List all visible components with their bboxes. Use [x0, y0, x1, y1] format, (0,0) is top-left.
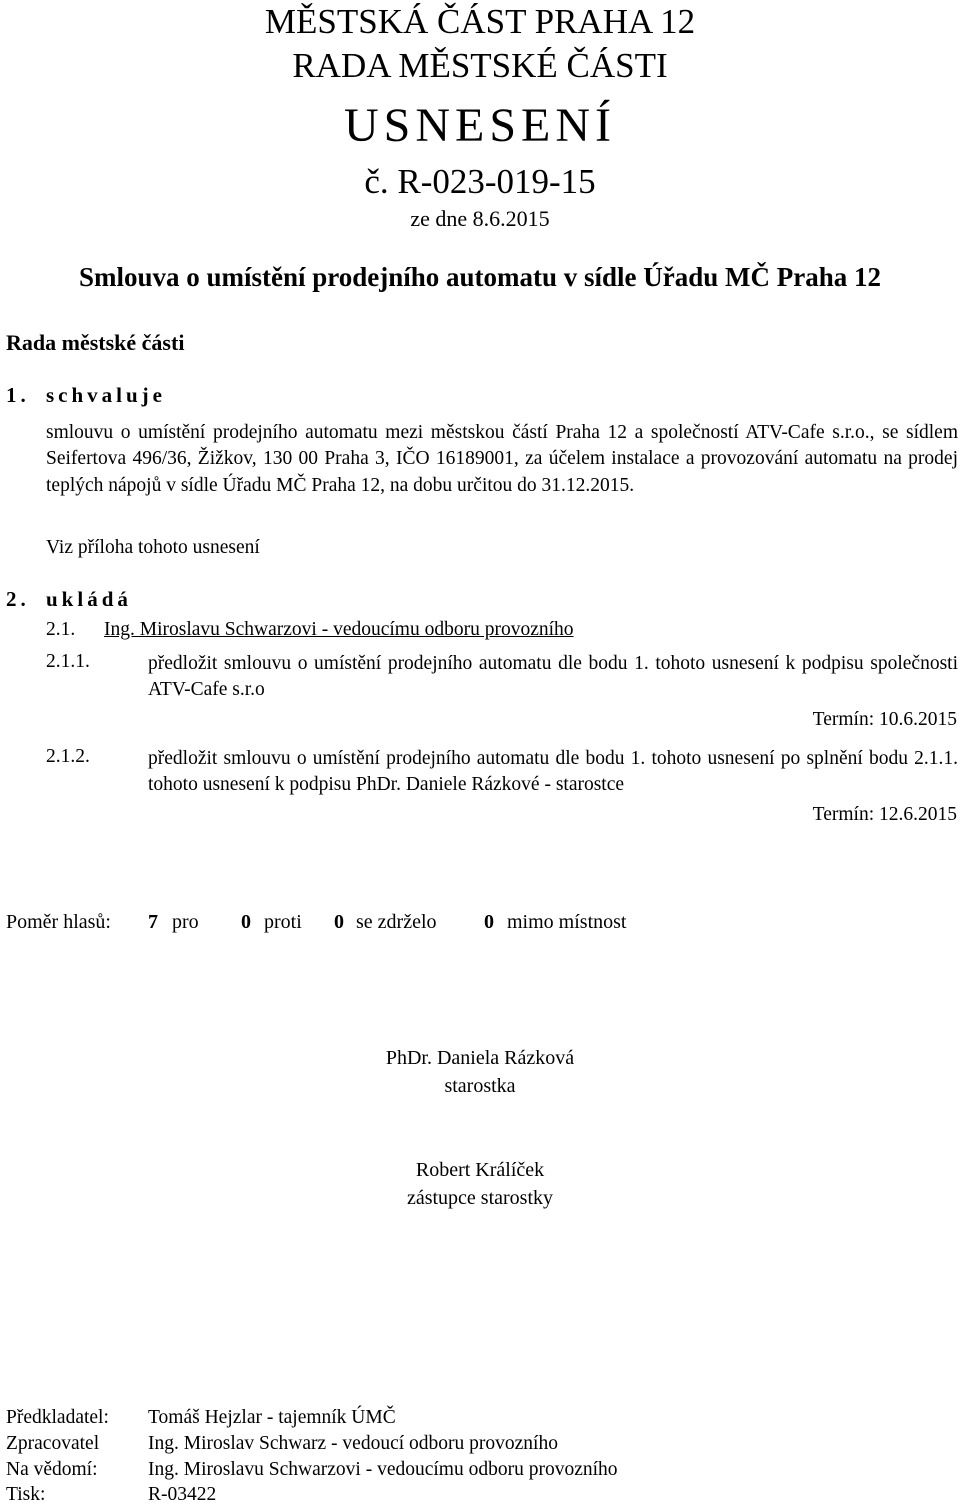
footer-processor-value: Ing. Miroslav Schwarz - vedoucí odboru provozního — [148, 1433, 558, 1454]
footer-submitter-value: Tomáš Hejzlar - tajemník ÚMČ — [148, 1407, 396, 1428]
section-1-number: 1. — [6, 383, 30, 407]
vote-against-label: proti — [264, 911, 302, 933]
section-1-attachment: Viz příloha tohoto usnesení — [46, 537, 260, 558]
signature-1-name: PhDr. Daniela Rázková — [385, 1047, 575, 1069]
subsection-addressee: Ing. Miroslavu Schwarzovi - vedoucímu odboru provozního — [104, 619, 574, 640]
section-2-verb: ukládá — [46, 587, 132, 611]
vote-label: Poměr hlasů: — [6, 911, 111, 933]
footer-notified-label: Na vědomí: — [6, 1459, 98, 1480]
signature-1-role: starostka — [444, 1075, 516, 1097]
header-municipality: MĚSTSKÁ ČÁST PRAHA 12 — [264, 2, 696, 41]
footer-submitter-label: Předkladatel: — [6, 1407, 109, 1428]
resolution-date: ze dne 8.6.2015 — [410, 206, 550, 231]
vote-abstain-label: se zdrželo — [356, 911, 437, 933]
task-1-number: 2.1.1. — [46, 651, 90, 672]
task-2-text: předložit smlouvu o umístění prodejního automatu dle bodu 1. tohoto usnesení po splnění bodu 2.1.1. tohoto usnesení k podpisu PhDr. Daniele Rázkové - starostce — [148, 748, 958, 795]
task-1-text: předložit smlouvu o umístění prodejního automatu dle bodu 1. tohoto usnesení k podpisu společnosti ATV-Cafe s.r.o — [148, 653, 958, 700]
signature-2-role: zástupce starostky — [406, 1187, 554, 1209]
vote-absent-label: mimo místnost — [507, 911, 627, 933]
body-title: Rada městské části — [6, 330, 185, 355]
task-1-deadline: Termín: 10.6.2015 — [812, 709, 957, 730]
section-1-verb: schvaluje — [46, 383, 166, 407]
signature-2-name: Robert Králíček — [415, 1159, 545, 1181]
section-2-number: 2. — [6, 587, 30, 611]
vote-against-count: 0 — [241, 911, 251, 933]
resolution-number: č. R-023-019-15 — [364, 162, 596, 201]
document-type-title: USNESENÍ — [343, 99, 616, 152]
header-council: RADA MĚSTSKÉ ČÁSTI — [292, 46, 668, 85]
footer-processor-label: Zpracovatel — [6, 1433, 100, 1454]
resolution-subject: Smlouva o umístění prodejního automatu v sídle Úřadu MČ Praha 12 — [78, 262, 882, 292]
footer-print-value: R-03422 — [148, 1484, 217, 1505]
vote-for-count: 7 — [148, 911, 158, 933]
task-2-deadline: Termín: 12.6.2015 — [812, 804, 957, 825]
vote-abstain-count: 0 — [334, 911, 344, 933]
footer-notified-value: Ing. Miroslavu Schwarzovi - vedoucímu odboru provozního — [148, 1459, 618, 1480]
footer-print-label: Tisk: — [6, 1484, 46, 1505]
section-1-text: smlouvu o umístění prodejního automatu mezi městskou částí Praha 12 a společností ATV-Cafe s.r.o., se sídlem Seifertova 496/36, Žižkov, 130 00 Praha 3, IČO 16189001, za účelem instalace a provozování automatu na prodej teplých nápojů v sídle Úřadu MČ Praha 12, na dobu určitou do 31.12.2015. — [46, 422, 958, 496]
subsection-number: 2.1. — [46, 619, 76, 640]
task-2-number: 2.1.2. — [46, 746, 90, 767]
vote-absent-count: 0 — [484, 911, 494, 933]
vote-for-label: pro — [172, 911, 199, 933]
